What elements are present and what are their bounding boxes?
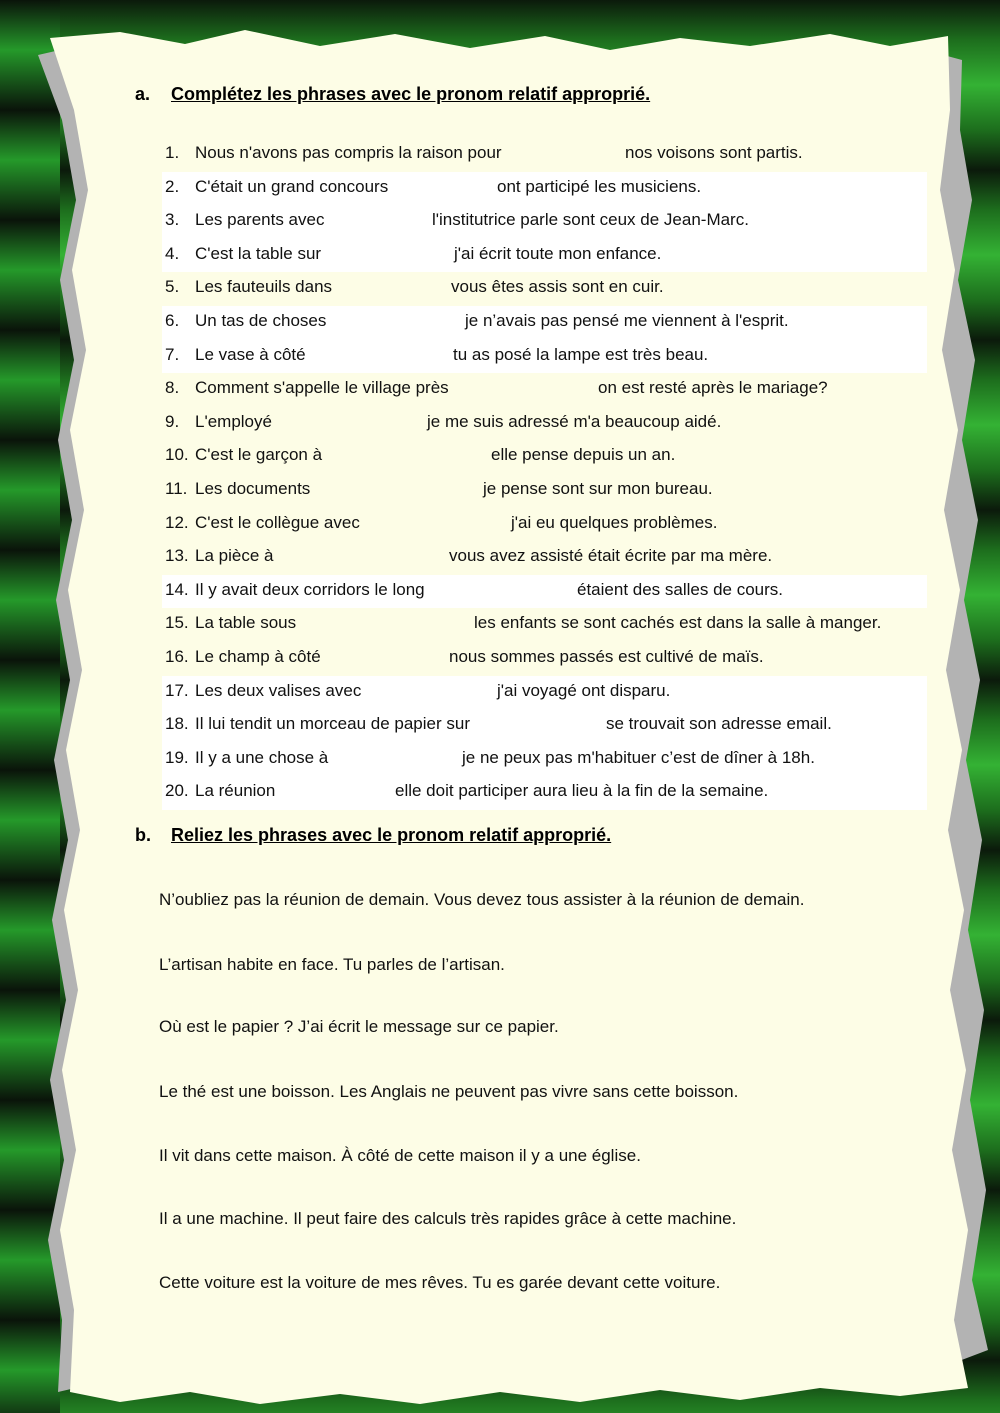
exercise-row-13 <box>162 541 927 575</box>
sentence-4: Le thé est une boisson. Les Anglais ne peuvent pas vivre sans cette boisson. <box>159 1082 739 1101</box>
exercise-row-4 <box>162 239 927 273</box>
item-text-before: La table sous <box>195 613 297 633</box>
item-text-after: j'ai voyagé ont disparu. <box>497 680 671 700</box>
item-number: 2. <box>165 176 180 196</box>
item-number: 9. <box>165 411 180 431</box>
item-number: 6. <box>165 310 180 330</box>
exercise-list <box>162 138 927 810</box>
section-a-title: Complétez les phrases avec le pronom relatif approprié. <box>171 84 651 104</box>
item-text-before: Il y a une chose à <box>195 747 329 767</box>
exercise-row-18 <box>162 709 927 743</box>
exercise-row-14 <box>162 575 927 609</box>
section-b-title: Reliez les phrases avec le pronom relatif approprié. <box>171 825 612 845</box>
sentence-1: N’oubliez pas la réunion de demain. Vous devez tous assister à la réunion de demain. <box>159 890 805 909</box>
section-a-letter: a. <box>135 84 151 104</box>
item-text-after: vous êtes assis sont en cuir. <box>451 277 664 297</box>
exercise-row-8 <box>162 373 927 407</box>
item-text-before: C'est le collègue avec <box>195 512 360 532</box>
item-text-after: l'institutrice parle sont ceux de Jean-Marc. <box>432 210 749 230</box>
item-text-after: étaient des salles de cours. <box>577 579 784 599</box>
item-text-after: se trouvait son adresse email. <box>606 714 832 734</box>
exercise-row-17 <box>162 676 927 710</box>
item-text-before: Les parents avec <box>195 210 325 230</box>
item-text-after: j'ai eu quelques problèmes. <box>511 512 718 532</box>
sentence-7: Cette voiture est la voiture de mes rêves. Tu es garée devant cette voiture. <box>159 1273 721 1292</box>
item-number: 15. <box>165 613 189 633</box>
item-text-after: vous avez assisté était écrite par ma mère. <box>449 546 773 566</box>
exercise-row-16 <box>162 642 927 676</box>
exercise-row-11 <box>162 474 927 508</box>
item-text-after: les enfants se sont cachés est dans la salle à manger. <box>474 613 882 633</box>
item-number: 13. <box>165 546 189 566</box>
item-text-before: C'est le garçon à <box>195 445 323 465</box>
exercise-row-1 <box>162 138 927 172</box>
item-text-before: Les deux valises avec <box>195 680 362 700</box>
item-number: 10. <box>165 445 189 465</box>
item-number: 8. <box>165 378 180 398</box>
item-text-after: on est resté après le mariage? <box>598 378 828 398</box>
item-text-before: Il lui tendit un morceau de papier sur <box>195 714 470 734</box>
item-text-before: L'employé <box>195 411 272 431</box>
item-number: 19. <box>165 747 189 767</box>
exercise-row-15 <box>162 608 927 642</box>
exercise-row-5 <box>162 272 927 306</box>
item-text-before: Les documents <box>195 478 311 498</box>
item-text-before: Il y avait deux corridors le long <box>195 579 425 599</box>
item-text-before: Un tas de choses <box>195 310 327 330</box>
item-text-before: Le vase à côté <box>195 344 306 364</box>
item-text-after: je pense sont sur mon bureau. <box>483 478 713 498</box>
item-text-before: Les fauteuils dans <box>195 277 333 297</box>
item-number: 14. <box>165 579 189 599</box>
item-number: 11. <box>165 478 188 498</box>
item-number: 4. <box>165 243 180 263</box>
item-text-after: ont participé les musiciens. <box>497 176 702 196</box>
exercise-row-12 <box>162 508 927 542</box>
sentence-6: Il a une machine. Il peut faire des calculs très rapides grâce à cette machine. <box>159 1209 737 1228</box>
exercise-row-10 <box>162 440 927 474</box>
item-text-after: je me suis adressé m'a beaucoup aidé. <box>427 411 722 431</box>
item-text-before: C'était un grand concours <box>195 176 389 196</box>
section-b-heading <box>135 825 611 846</box>
item-text-before: C'est la table sur <box>195 243 322 263</box>
section-a-heading <box>135 84 650 105</box>
item-text-before: Le champ à côté <box>195 646 321 666</box>
sentence-2: L’artisan habite en face. Tu parles de l’artisan. <box>159 955 505 974</box>
item-text-after: nos voisons sont partis. <box>625 143 803 162</box>
section-b-letter: b. <box>135 825 151 845</box>
item-number: 17. <box>165 680 189 700</box>
item-number: 12. <box>165 512 189 532</box>
item-text-after: nous sommes passés est cultivé de maïs. <box>449 646 764 666</box>
item-text-before: Nous n'avons pas compris la raison pour <box>195 143 502 162</box>
item-number: 20. <box>165 781 189 801</box>
item-number: 16. <box>165 646 189 666</box>
exercise-row-19 <box>162 743 927 777</box>
item-text-after: je ne peux pas m'habituer c’est de dîner à 18h. <box>462 747 815 767</box>
item-text-before: La réunion <box>195 781 276 801</box>
exercise-row-9 <box>162 407 927 441</box>
item-text-after: elle pense depuis un an. <box>491 445 676 465</box>
exercise-row-3 <box>162 205 927 239</box>
exercise-row-7 <box>162 340 927 374</box>
item-text-before: La pièce à <box>195 546 274 566</box>
sentence-3: Où est le papier ? J’ai écrit le message sur ce papier. <box>159 1017 559 1036</box>
exercise-row-6 <box>162 306 927 340</box>
item-text-after: elle doit participer aura lieu à la fin de la semaine. <box>395 781 769 801</box>
item-number: 3. <box>165 210 180 230</box>
exercise-row-2 <box>162 172 927 206</box>
exercise-row-20 <box>162 776 927 810</box>
sentence-5: Il vit dans cette maison. À côté de cette maison il y a une église. <box>159 1146 641 1165</box>
item-number: 7. <box>165 344 180 364</box>
item-text-after: j'ai écrit toute mon enfance. <box>454 243 662 263</box>
item-number: 18. <box>165 714 189 734</box>
item-text-after: tu as posé la lampe est très beau. <box>453 344 709 364</box>
item-text-after: je n’avais pas pensé me viennent à l'esprit. <box>465 310 789 330</box>
item-text-before: Comment s'appelle le village près <box>195 378 449 398</box>
item-number: 1. <box>165 143 180 162</box>
item-number: 5. <box>165 277 180 297</box>
